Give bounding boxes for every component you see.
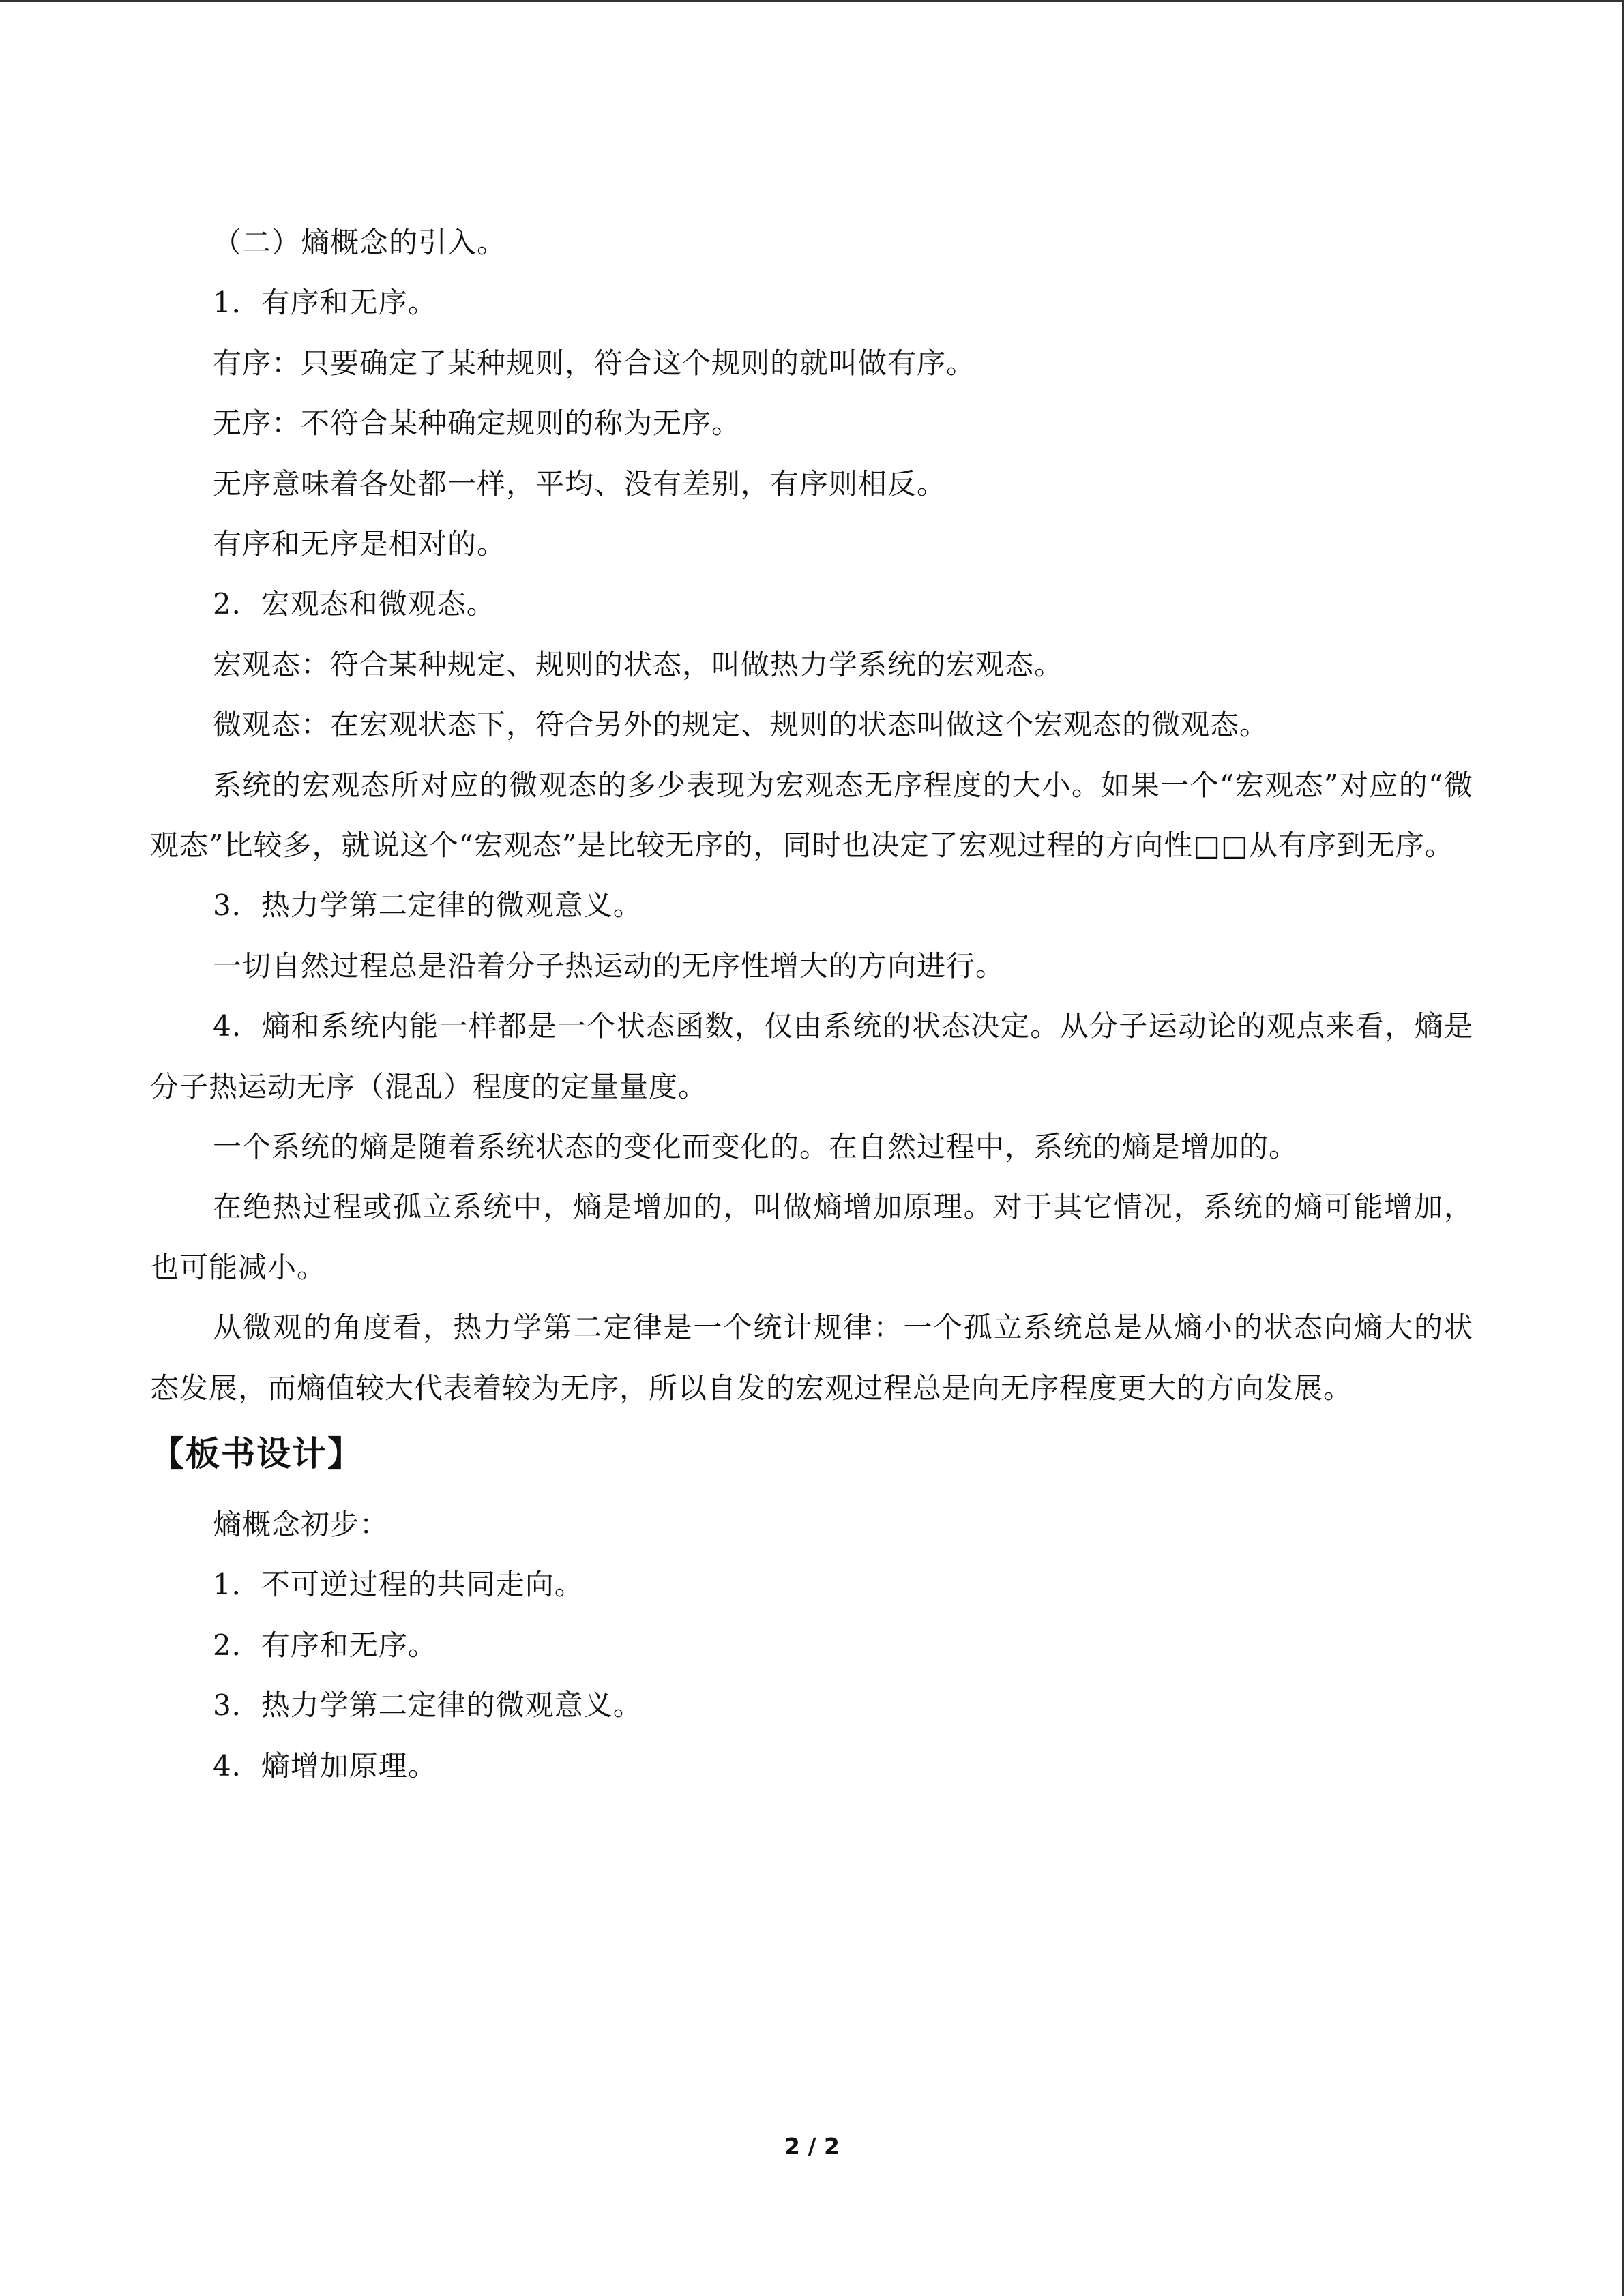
section-title: （二）熵概念的引入。 <box>213 226 507 259</box>
item1-title: 1．有序和无序。 <box>213 286 437 320</box>
item4-paragraph: 4．熵和系统内能一样都是一个状态函数，仅由系统的状态决定。从分子运动论的观点来看，熵是分子热运动无序（混乱）程度的定量量度。 <box>150 1009 1473 1103</box>
item2-title: 2．宏观态和微观态。 <box>213 587 496 621</box>
macrostate-definition: 宏观态：符合某种规定、规则的状态，叫做热力学系统的宏观态。 <box>213 647 1064 681</box>
document-body <box>150 213 1473 1796</box>
item3-text: 一切自然过程总是沿着分子热运动的无序性增大的方向进行。 <box>213 949 1005 983</box>
page-number: 2 / 2 <box>784 2133 840 2160</box>
microstate-definition: 微观态：在宏观状态下，符合另外的规定、规则的状态叫做这个宏观态的微观态。 <box>213 708 1269 742</box>
ordered-definition: 有序：只要确定了某种规则，符合这个规则的就叫做有序。 <box>213 346 976 380</box>
item3-title: 3．热力学第二定律的微观意义。 <box>213 889 643 923</box>
board-design-intro: 熵概念初步： <box>213 1507 389 1541</box>
board-design-heading: 【板书设计】 <box>150 1433 363 1474</box>
disorder-meaning: 无序意味着各处都一样，平均、没有差别，有序则相反。 <box>213 466 947 501</box>
board-design-item: 2．有序和无序。 <box>213 1628 437 1662</box>
disordered-definition: 无序：不符合某种确定规则的称为无序。 <box>213 406 741 441</box>
board-design-list <box>150 1495 1473 1796</box>
entropy-increase-paragraph: 在绝热过程或孤立系统中，熵是增加的，叫做熵增加原理。对于其它情况，系统的熵可能增加，也可能减小。 <box>150 1190 1473 1284</box>
macro-micro-paragraph: 系统的宏观态所对应的微观态的多少表现为宏观态无序程度的大小。如果一个“宏观态”对应的“微观态”比较多，就说这个“宏观态”是比较无序的，同时也决定了宏观过程的方向性□□从有序到无序。 <box>150 768 1473 862</box>
relative-statement: 有序和无序是相对的。 <box>213 526 507 561</box>
statistical-law-paragraph: 从微观的角度看，热力学第二定律是一个统计规律：一个孤立系统总是从熵小的状态向熵大的状态发展，而熵值较大代表着较为无序，所以自发的宏观过程总是向无序程度更大的方向发展。 <box>150 1311 1473 1405</box>
entropy-change: 一个系统的熵是随着系统状态的变化而变化的。在自然过程中，系统的熵是增加的。 <box>213 1129 1299 1163</box>
board-design-item: 1．不可逆过程的共同走向。 <box>213 1568 584 1602</box>
board-design-item: 3．热力学第二定律的微观意义。 <box>213 1688 643 1723</box>
board-design-item: 4．熵增加原理。 <box>213 1748 437 1783</box>
